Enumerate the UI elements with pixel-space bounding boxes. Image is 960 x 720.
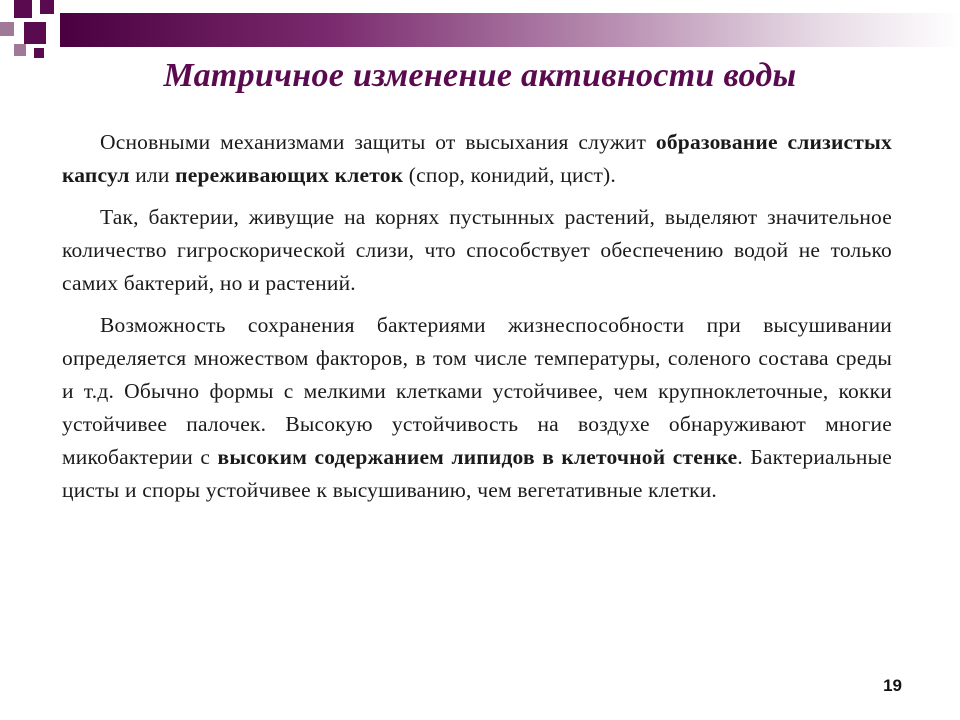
paragraph <box>62 126 892 192</box>
slide-body <box>62 126 892 516</box>
header-gradient-bar <box>60 13 960 47</box>
paragraph <box>62 201 892 300</box>
text-run: Так, бактерии, живущие на корнях пустынных растений, выделяют значительное количество гигроскорической слизи, что способствует обеспечению водой не только самих бактерий, но и растений. <box>62 205 892 295</box>
text-run: . Бактериальные цисты и споры устойчивее к высушиванию, чем вегетативные клетки. <box>62 445 892 502</box>
decor-square <box>14 44 26 56</box>
text-run: (спор, конидий, цист). <box>403 163 616 187</box>
text-run: Основными механизмами защиты от высыхания служит <box>100 130 656 154</box>
decor-square <box>0 22 14 36</box>
bold-text-run: высоким содержанием липидов в клеточной стенке <box>217 445 738 469</box>
decor-square <box>40 0 54 14</box>
paragraph <box>62 309 892 507</box>
bold-text-run: переживающих клеток <box>175 163 404 187</box>
slide-title: Матричное изменение активности воды <box>163 57 797 94</box>
decor-square <box>14 0 32 18</box>
text-run: Возможность сохранения бактериями жизнеспособности при высушивании определяется множеством факторов, в том числе температуры, соленого состава среды и т.д. Обычно формы с мелкими клетками устойчивее, чем крупноклеточные, кокки устойчивее палочек. Высокую устойчивость на воздухе обнаруживают многие микобактерии с <box>62 313 892 469</box>
page-number: 19 <box>883 676 902 695</box>
text-run: или <box>129 163 176 187</box>
bold-text-run: образование слизистых капсул <box>62 130 892 187</box>
decor-square <box>24 22 46 44</box>
